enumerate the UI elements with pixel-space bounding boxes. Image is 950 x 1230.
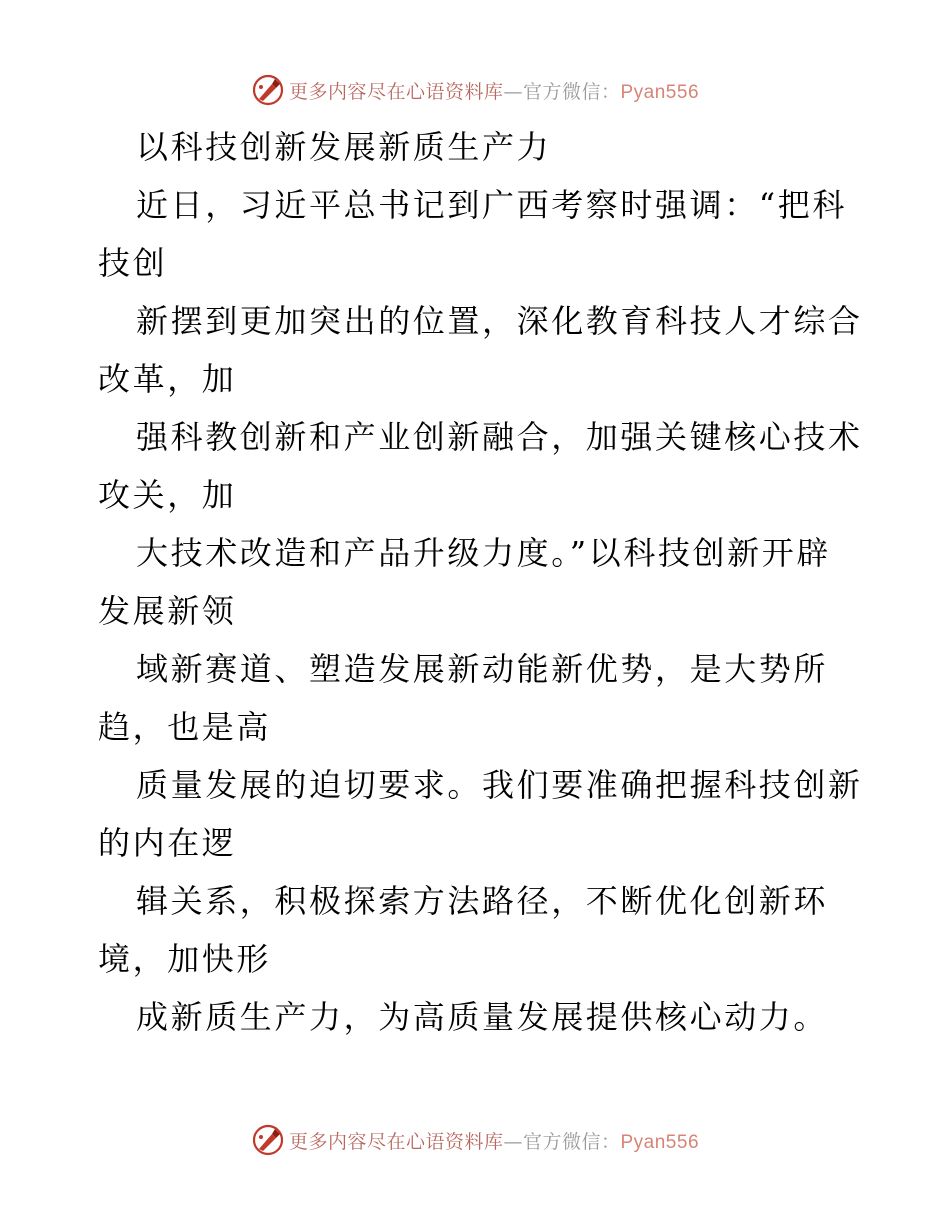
paragraph-line: 成新质生产力，为高质量发展提供核心动力。 <box>136 998 829 1036</box>
watermark-brand: 更多内容尽在心语资料库 <box>288 1130 504 1153</box>
paragraph-line: 境，加快形 <box>98 940 272 978</box>
paragraph-line: 趋，也是高 <box>98 708 272 746</box>
watermark-text <box>289 77 699 104</box>
watermark-wechat-label: 官方微信： <box>522 1130 621 1153</box>
watermark-text <box>289 1127 699 1154</box>
paragraph-line: 大技术改造和产品升级力度。”以科技创新开辟 <box>136 534 831 572</box>
watermark-brand: 更多内容尽在心语资料库 <box>288 80 504 103</box>
paragraph-line: 发展新领 <box>98 592 237 630</box>
pen-logo-icon <box>251 73 285 107</box>
paragraph-line: 攻关，加 <box>98 476 237 514</box>
paragraph-line: 技创 <box>98 244 168 282</box>
footer-watermark <box>0 1120 950 1160</box>
watermark-dash: — <box>503 1130 523 1153</box>
paragraph-line: 辑关系，积极探索方法路径，不断优化创新环 <box>136 882 829 920</box>
paragraph-line: 强科教创新和产业创新融合，加强关键核心技术 <box>136 418 863 456</box>
paragraph-line: 新摆到更加突出的位置，深化教育科技人才综合 <box>136 302 863 340</box>
document-title: 以科技创新发展新质生产力 <box>136 128 552 166</box>
header-watermark <box>0 70 950 110</box>
paragraph-line: 质量发展的迫切要求。我们要准确把握科技创新 <box>136 766 863 804</box>
watermark-wechat-id: Pyan556 <box>620 81 700 103</box>
document-body <box>98 118 888 1046</box>
pen-logo-icon <box>251 1123 285 1157</box>
paragraph-line: 改革，加 <box>98 360 237 398</box>
watermark-wechat-id: Pyan556 <box>620 1131 700 1153</box>
watermark-dash: — <box>503 80 523 103</box>
paragraph-line: 域新赛道、塑造发展新动能新优势，是大势所 <box>136 650 829 688</box>
paragraph-line: 近日，习近平总书记到广西考察时强调：“把科 <box>136 186 847 224</box>
paragraph-line: 的内在逻 <box>98 824 237 862</box>
watermark-wechat-label: 官方微信： <box>522 80 621 103</box>
